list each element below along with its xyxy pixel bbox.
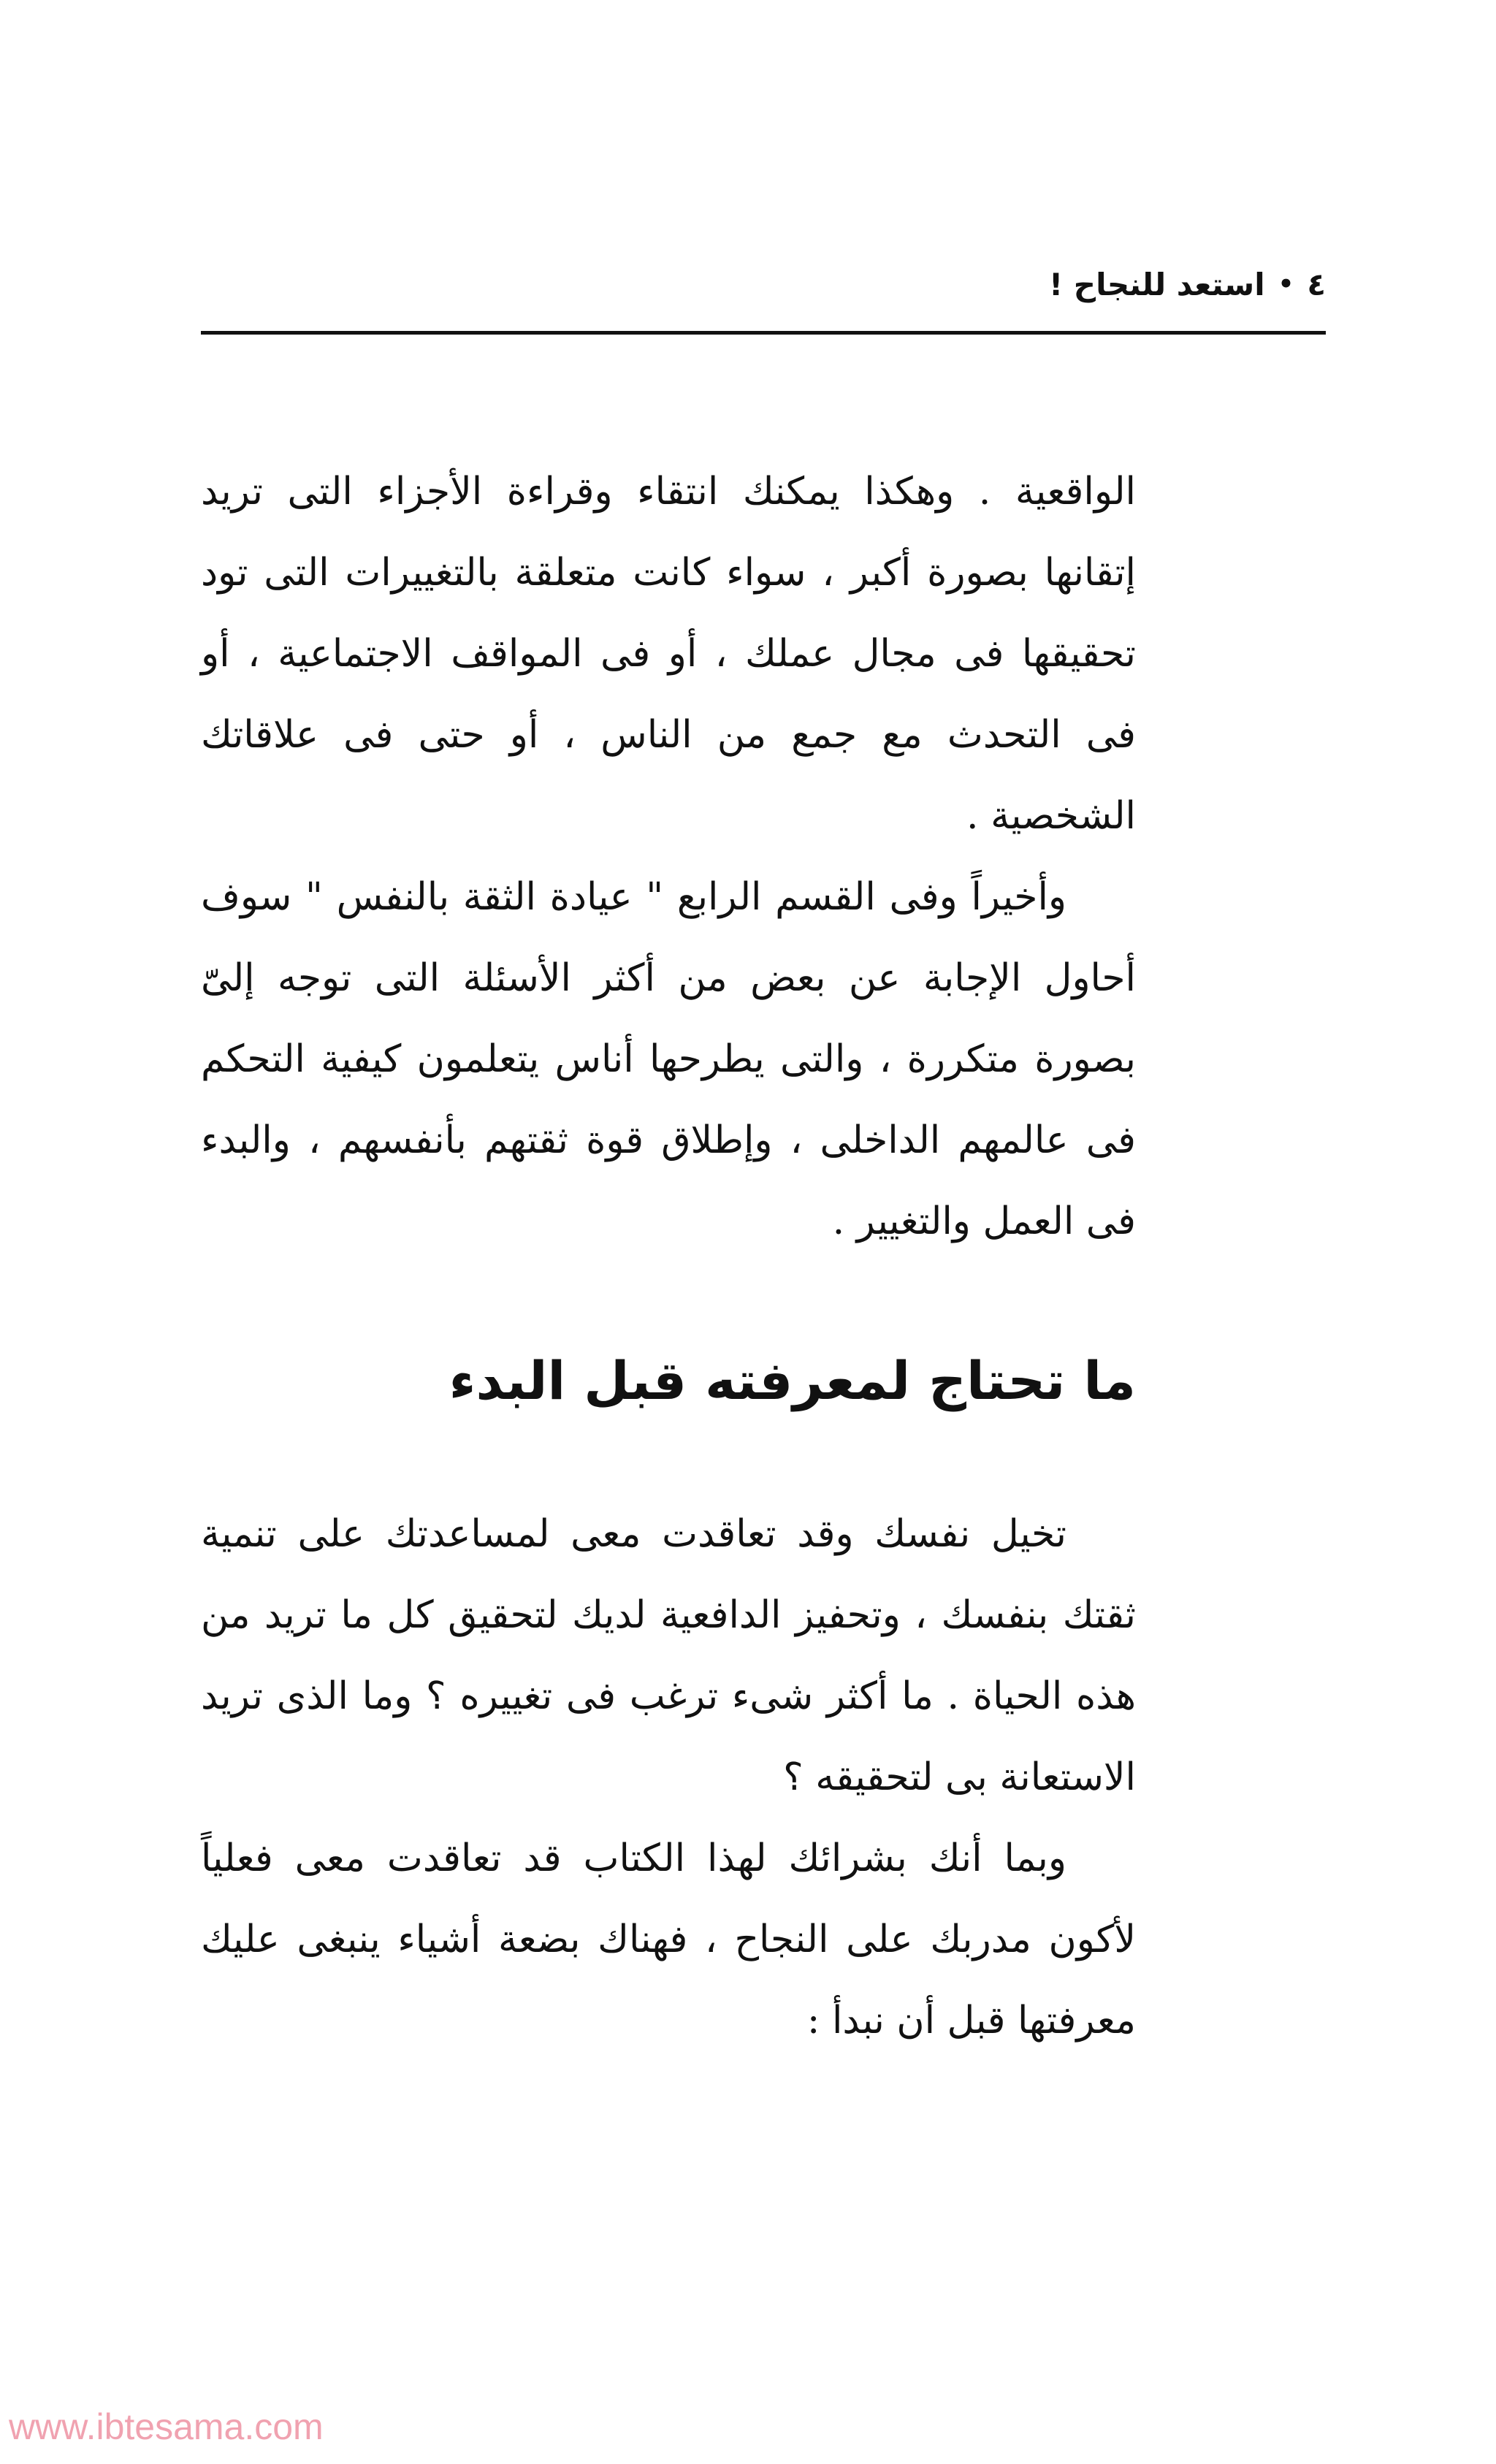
watermark-url: www.ibtesama.com <box>9 2406 324 2447</box>
section-heading: ما تحتاج لمعرفته قبل البدء <box>449 1350 1136 1411</box>
paragraph: الواقعية . وهكذا يمكنك انتقاء وقراءة الأجزاء التى تريد إتقانها بصورة أكبر ، سواء كانت متعلقة بالتغييرات التى تود تحقيقها فى مجال عملك ، أو فى المواقف الاجتماعية ، أو فى التحدث مع جمع من الناس ، أو حتى فى علاقاتك الشخصية . <box>201 470 1136 838</box>
running-header <box>1049 267 1326 302</box>
bullet-separator: • <box>1278 270 1294 299</box>
paragraph: وأخيراً وفى القسم الرابع " عيادة الثقة بالنفس " سوف أحاول الإجابة عن بعض من أكثر الأسئلة التى توجه إلىّ بصورة متكررة ، والتى يطرحها أناس يتعلمون كيفية التحكم فى عالمهم الداخلى ، وإطلاق قوة ثقتهم بأنفسهم ، والبدء فى العمل والتغيير . <box>201 875 1136 1243</box>
paragraph: تخيل نفسك وقد تعاقدت معى لمساعدتك على تنمية ثقتك بنفسك ، وتحفيز الدافعية لديك لتحقيق كل ما تريد من هذه الحياة . ما أكثر شىء ترغب فى تغييره ؟ وما الذى تريد الاستعانة بى لتحقيقه ؟ <box>201 1512 1136 1799</box>
section-text <box>201 1494 1136 2061</box>
running-title: استعد للنجاح ! <box>1049 267 1265 302</box>
header-rule <box>201 331 1326 335</box>
page-number: ٤ <box>1307 267 1326 302</box>
page-header <box>201 267 1326 340</box>
paragraph: وبما أنك بشرائك لهذا الكتاب قد تعاقدت معى فعلياً لأكون مدربك على النجاح ، فهناك بضعة أشياء ينبغى عليك معرفتها قبل أن نبدأ : <box>201 1836 1136 2042</box>
intro-text <box>201 451 1136 1262</box>
